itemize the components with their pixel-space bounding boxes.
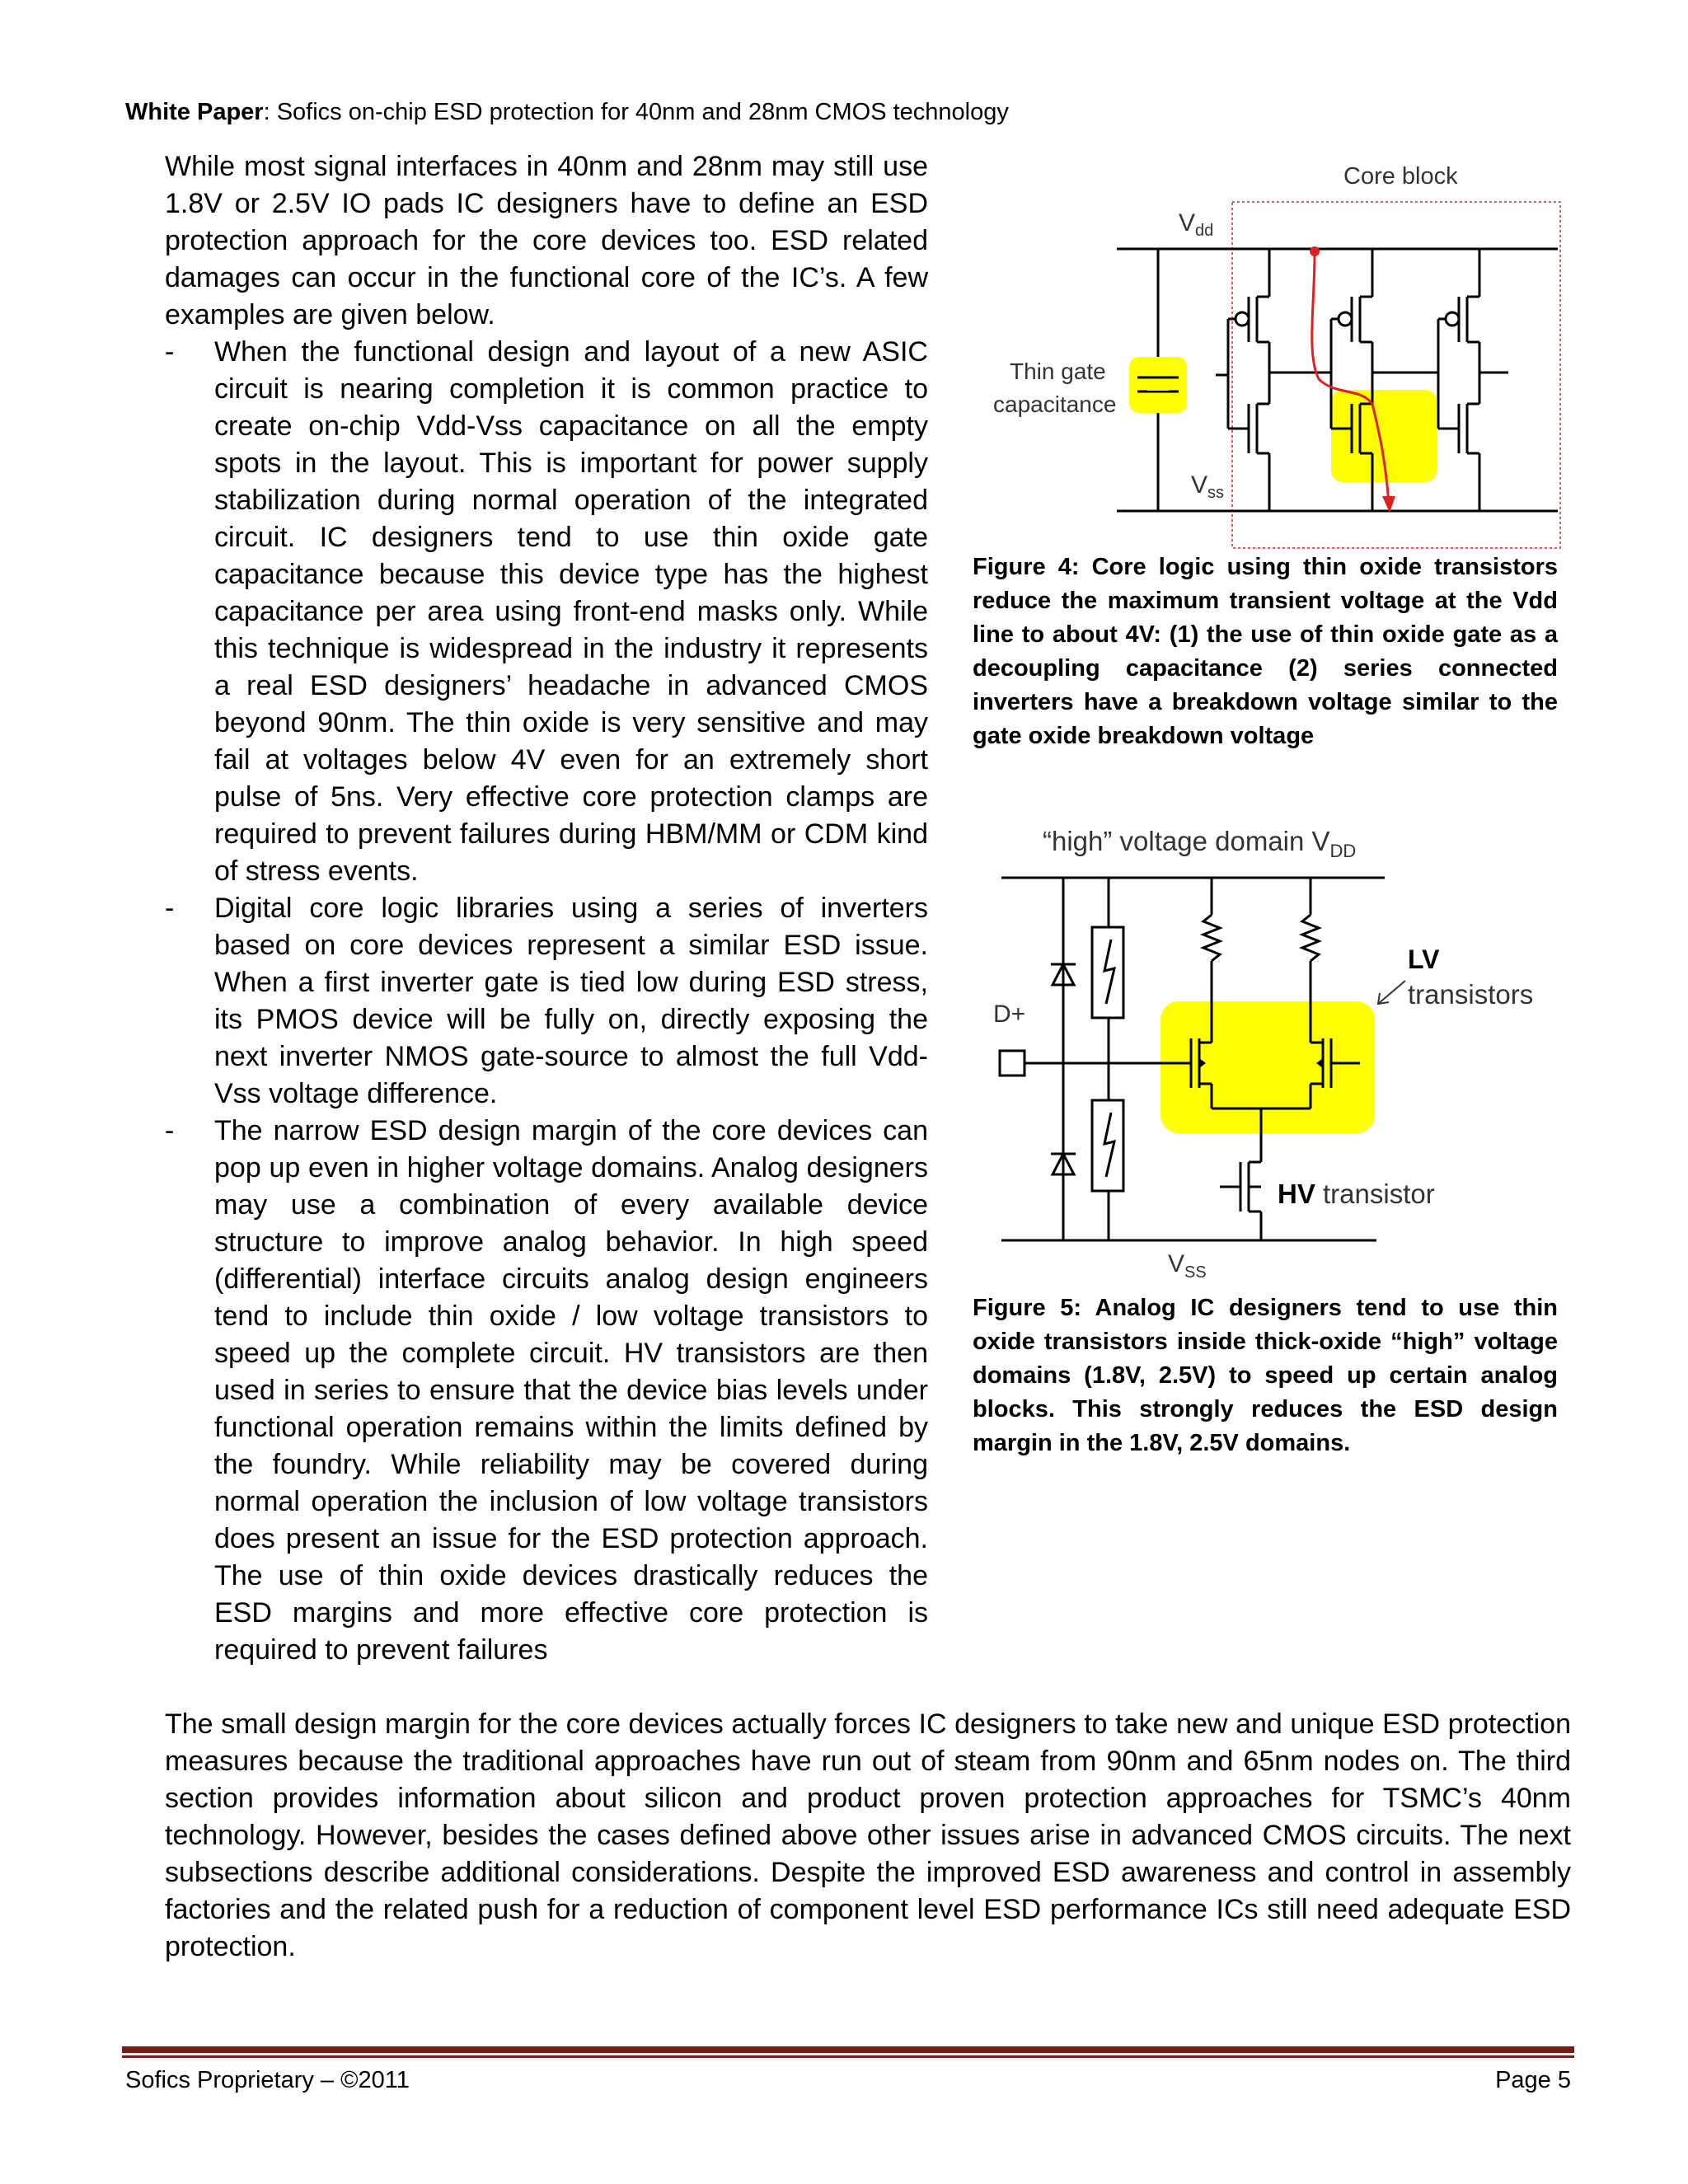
bullet-text-3: The narrow ESD design margin of the core devices can pop up even in higher voltage domains. Analog designers may use a combination of every available device structure to improve analog behavior. In high speed (differential) interface circuits analog design engineers tend to include thin oxide / low voltage transistors to speed up the complete circuit. HV transistors are then used in series to ensure that the device bias levels under functional operation remains within the limits defined by the foundry. While reliability may be covered during normal operation the inclusion of low voltage transistors does present an issue for the ESD protection approach. The use of thin oxide devices drastically reduces the ESD margins and more effective core protection is required to prevent failures — [214, 1115, 928, 1666]
esd-diodes — [1051, 878, 1076, 1240]
footer-rule — [122, 2046, 1574, 2053]
intro-paragraph: While most signal interfaces in 40nm and 28nm may still use 1.8V or 2.5V IO pads IC designers have to define an ESD protection approach for the core devices too. ESD related damages can occur in the functional core of the IC’s. A few examples are given below. — [165, 151, 928, 330]
header-label: White Paper — [125, 99, 264, 125]
lv-transistor-highlight — [1160, 1001, 1375, 1133]
bullet-item-3 — [165, 1113, 928, 1669]
page-number: Page 5 — [1495, 2067, 1571, 2093]
running-header — [125, 99, 1009, 126]
footer-rule-thin — [122, 2055, 1574, 2058]
bullet-item-2 — [165, 890, 928, 1113]
closing-paragraph: The small design margin for the core devices actually forces IC designers to take new and unique ESD protection measures because the traditional approaches have run out of steam from 90nm and 65nm nodes on. The third section provides information about silicon and product proven protection approaches for TSMC’s 40nm technology. However, besides the cases defined above other issues arise in advanced CMOS circuits. The next subsections describe additional considerations. Despite the improved ESD awareness and control in assembly factories and the related push for a reduction of component level ESD performance ICs still need adequate ESD protection. — [165, 1708, 1571, 1962]
dplus-pad — [1000, 1051, 1025, 1076]
header-title: : Sofics on-chip ESD protection for 40nm and 28nm CMOS technology — [263, 99, 1009, 125]
dplus-label: D+ — [993, 1001, 1026, 1028]
figure-4-core-logic-diagram — [973, 157, 1566, 552]
vss-label: $V_{SS}$ — [1168, 1250, 1207, 1282]
figure-4-caption: Figure 4: Core logic using thin oxide transistors reduce the maximum transient voltage at the Vdd line to about 4V: (1) the use of thin oxide gate as a decoupling capacitance (2) series connected inverters have a breakdown voltage similar to the gate oxide breakdown voltage — [973, 554, 1558, 749]
core-block-label: Core block — [1343, 163, 1458, 190]
figure-5-caption: Figure 5: Analog IC designers tend to use thin oxide transistors inside thick-oxide “high” voltage domains (1.8V, 2.5V) to speed up certain analog blocks. This strongly reduces the ESD design margin in the 1.8V, 2.5V domains. — [973, 1295, 1558, 1456]
domain-label: “high” voltage domain $V_{DD}$ — [1043, 826, 1357, 861]
footer-copyright: Sofics Proprietary – ©2011 — [125, 2067, 410, 2093]
core-block-outline — [1232, 202, 1560, 548]
lv-bold-label: LV — [1408, 944, 1440, 974]
bullet-item-1 — [165, 334, 928, 890]
bullet-marker: - — [165, 336, 175, 368]
left-column — [165, 148, 928, 1669]
lv-transistors-label: transistors — [1408, 979, 1534, 1010]
bullet-marker: - — [165, 893, 175, 924]
thin-gate-label-1: Thin gate — [1010, 359, 1106, 384]
thin-gate-label-2: capacitance — [993, 391, 1117, 417]
vdd-label: $V_{dd}$ — [1179, 209, 1214, 240]
bullet-marker: - — [165, 1115, 175, 1146]
hv-transistor-label: HV transistor — [1278, 1179, 1435, 1209]
lv-pointer-arrow — [1378, 981, 1405, 1004]
figure-5-analog-domain-diagram — [973, 816, 1566, 1286]
bullet-text-2: Digital core logic libraries using a series of inverters based on core devices represent a similar ESD issue. When a first inverter gate is tied low during ESD stress, its PMOS device will be fully on, directly exposing the next inverter NMOS gate-source to almost the full Vdd-Vss voltage difference. — [214, 893, 928, 1109]
hv-transistor — [1220, 1162, 1261, 1240]
inverter-1 — [1216, 249, 1298, 511]
esd-clamps — [1092, 878, 1123, 1240]
bullet-text-1: When the functional design and layout of a new ASIC circuit is nearing completion it is common practice to create on-chip Vdd-Vss capacitance on all the empty spots in the layout. This is important for power supply stabilization during normal operation of the integrated circuit. IC designers tend to use thin oxide gate capacitance because this device type has the highest capacitance per area using front-end masks only. While this technique is widespread in the industry it represents a real ESD designers’ headache in advanced CMOS beyond 90nm. The thin oxide is very sensitive and may fail at voltages below 4V even for an extremely short pulse of 5ns. Very effective core protection clamps are required to prevent failures during HBM/MM or CDM kind of stress events. — [214, 336, 928, 887]
vss-label: $V_{ss}$ — [1191, 471, 1225, 502]
